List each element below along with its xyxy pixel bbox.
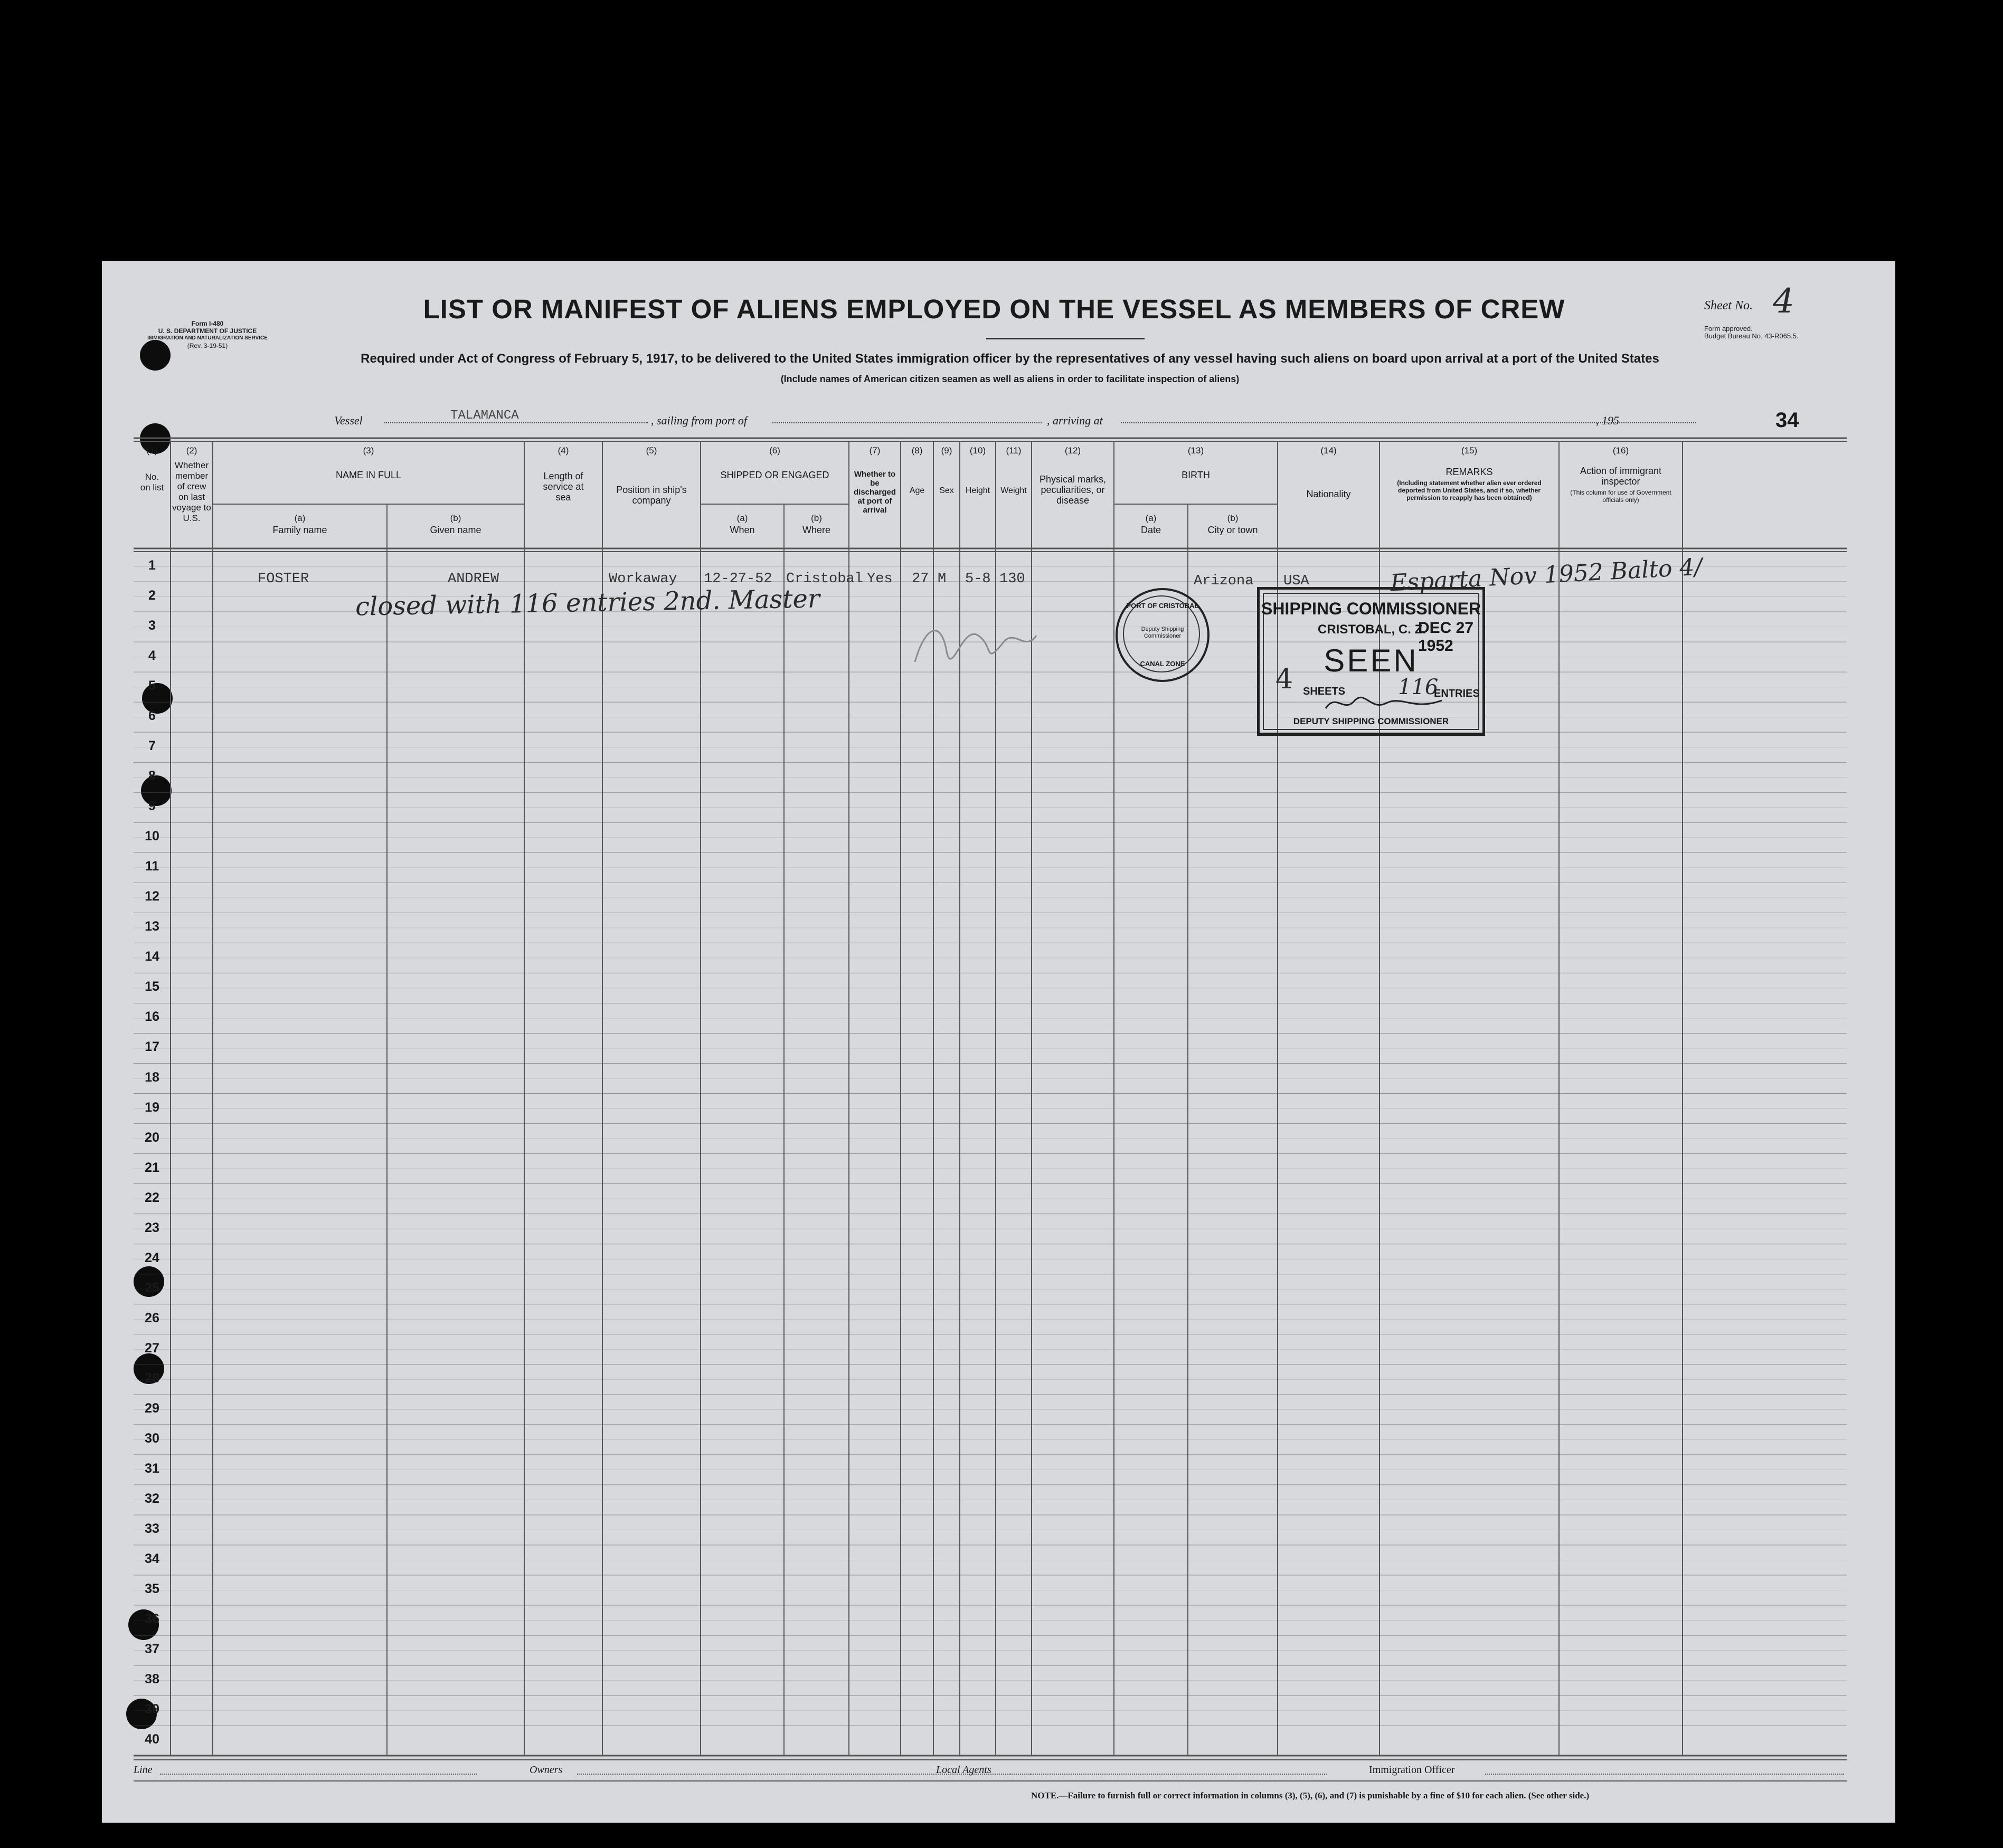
col6a-label: When: [730, 525, 755, 535]
footer-agents-label: Local Agents: [936, 1764, 991, 1776]
row-number: 12: [145, 889, 159, 904]
page-number: 34: [1775, 409, 1799, 432]
row-number: 7: [148, 738, 156, 754]
row-number: 40: [145, 1732, 159, 1747]
row-number: 17: [145, 1039, 159, 1055]
family-name-cell: FOSTER: [258, 571, 309, 587]
stamp-sheets-value: 4: [1276, 664, 1293, 695]
budget-bureau: Budget Bureau No. 43-R065.5.: [1704, 332, 1799, 340]
row-number: 9: [148, 799, 156, 814]
col14-label: Nationality: [1306, 489, 1351, 499]
col6a-num: (a): [736, 513, 748, 523]
stamp-entries-value: 116: [1398, 675, 1439, 699]
row-number: 39: [145, 1702, 159, 1717]
footer-officer-dots: [1485, 1774, 1844, 1775]
row-number: 13: [145, 919, 159, 934]
row-number: 3: [148, 618, 156, 633]
shipping-commissioner-stamp: [1257, 587, 1485, 736]
stamp-seen: SEEN: [1324, 643, 1419, 678]
col4-num: (4): [558, 446, 569, 456]
row-number: 22: [145, 1190, 159, 1205]
col4-label: Length of service at sea: [543, 471, 584, 503]
col8-label: Age: [909, 486, 925, 495]
col3a-label: Family name: [272, 525, 327, 535]
department: U. S. DEPARTMENT OF JUSTICE: [158, 327, 257, 335]
col3-num: (3): [363, 446, 374, 456]
row-number: 27: [145, 1340, 159, 1356]
col6b-label: Where: [802, 525, 830, 535]
row-number: 32: [145, 1491, 159, 1506]
row-number: 19: [145, 1100, 159, 1115]
col6-num: (6): [769, 446, 780, 456]
form-approved: Form approved.: [1704, 325, 1753, 333]
stamp-title: SHIPPING COMMISSIONER: [1261, 599, 1481, 618]
page-title: LIST OR MANIFEST OF ALIENS EMPLOYED ON THE VESSEL AS MEMBERS OF CREW: [423, 294, 1565, 324]
row-number: 37: [145, 1642, 159, 1657]
row-number: 20: [145, 1130, 159, 1145]
col13-num: (13): [1187, 446, 1204, 456]
round-stamp-top: PORT OF CRISTOBAL: [1126, 602, 1199, 610]
revision: (Rev. 3-19-51): [187, 342, 228, 349]
row-number: 2: [148, 588, 156, 603]
year-label: , 195: [1596, 414, 1619, 427]
col2-num: (2): [186, 446, 197, 456]
round-stamp-center: Deputy Shipping Commissioner: [1141, 626, 1184, 639]
sex-cell: M: [938, 571, 947, 587]
col2-label: Whether member of crew on last voyage to U.S.: [172, 460, 211, 523]
service: IMMIGRATION AND NATURALIZATION SERVICE: [147, 335, 268, 341]
nationality-cell: USA: [1283, 573, 1309, 589]
given-name-cell: ANDREW: [448, 571, 499, 587]
col13b-num: (b): [1227, 513, 1239, 523]
manifest-sheet: [102, 261, 1895, 1823]
col3b-label: Given name: [430, 525, 481, 535]
row-number: 6: [148, 708, 156, 724]
col3b-num: (b): [450, 513, 461, 523]
row-number: 5: [148, 678, 156, 694]
row-number: 14: [145, 949, 159, 964]
row-number: 23: [145, 1220, 159, 1235]
stamp-entries-label: ENTRIES: [1434, 688, 1480, 699]
col9-label: Sex: [939, 486, 954, 495]
age-cell: 27: [912, 571, 929, 587]
footer-note: NOTE.—Failure to furnish full or correct information in columns (3), (5), (6), and (7) is punishable by a fine of $10 for each alien. (See other side.): [1031, 1790, 1590, 1800]
stamp-signature: [1323, 690, 1444, 716]
row-number: 38: [145, 1672, 159, 1687]
col13b-label: City or town: [1207, 525, 1258, 535]
row-number: 15: [145, 979, 159, 994]
col6b-num: (b): [811, 513, 822, 523]
row-number: 25: [145, 1280, 159, 1295]
row-number: 26: [145, 1310, 159, 1325]
footer-line-label: Line: [134, 1764, 153, 1776]
col12-num: (12): [1064, 446, 1081, 456]
col3-label: NAME IN FULL: [335, 470, 402, 480]
row-number: 21: [145, 1160, 159, 1175]
row-number: 29: [145, 1400, 159, 1416]
row-number: 33: [145, 1521, 159, 1536]
col3a-num: (a): [294, 513, 306, 523]
row-number: 31: [145, 1461, 159, 1476]
col13a-label: Date: [1140, 525, 1161, 535]
col16-label: Action of immigrant inspector: [1580, 466, 1662, 487]
row-number: 35: [145, 1581, 159, 1597]
vessel-name: TALAMANCA: [450, 409, 519, 423]
subtitle: Required under Act of Congress of February 5, 1917, to be delivered to the United States immigration officer by the representatives of any vessel having such aliens on board upon arrival at a port of the United States: [361, 352, 1659, 366]
col8-num: (8): [911, 446, 923, 456]
shipped-where-cell: Cristobal: [786, 571, 863, 587]
row-number: 11: [145, 859, 159, 874]
height-cell: 5-8: [965, 571, 991, 587]
weight-cell: 130: [999, 571, 1025, 587]
col10-num: (10): [969, 446, 986, 456]
col13-label: BIRTH: [1182, 470, 1210, 480]
col1-label: No. on list: [140, 472, 164, 492]
row-number: 10: [145, 829, 159, 844]
stamp-date: DEC 27 1952: [1418, 619, 1474, 655]
round-stamp: [1116, 588, 1210, 682]
col15-label: REMARKS: [1445, 467, 1493, 477]
signature-scribble: [904, 604, 1042, 683]
row-number: 16: [145, 1009, 159, 1025]
footer-officer-label: Immigration Officer: [1369, 1764, 1455, 1776]
col14-num: (14): [1320, 446, 1337, 456]
col6-label: SHIPPED OR ENGAGED: [720, 470, 829, 480]
col5-label: Position in ship's company: [616, 485, 687, 506]
col12-label: Physical marks, peculiarities, or disease: [1039, 474, 1107, 506]
stamp-sheets-label: SHEETS: [1303, 686, 1346, 697]
row-number: 18: [145, 1069, 159, 1085]
arriving-label: , arriving at: [1047, 414, 1103, 427]
discharged-cell: Yes: [867, 571, 893, 587]
subtitle-note: (Include names of American citizen seamen as well as aliens in order to facilitate inspection of aliens): [780, 374, 1240, 384]
col7-num: (7): [869, 446, 881, 456]
row-number: 8: [148, 769, 156, 784]
vessel-label: Vessel: [334, 414, 363, 427]
round-stamp-bottom: CANAL ZONE: [1140, 660, 1185, 668]
col5-num: (5): [646, 446, 657, 456]
col11-num: (11): [1006, 446, 1022, 456]
col9-num: (9): [941, 446, 952, 456]
shipped-when-cell: 12-27-52: [704, 571, 772, 587]
row-number: 24: [145, 1250, 159, 1265]
col16-num: (16): [1612, 446, 1629, 456]
row-number: 30: [145, 1430, 159, 1446]
footer-owners-label: Owners: [530, 1764, 563, 1776]
sheet-number: 4: [1773, 282, 1794, 321]
remarks-cell: Esparta Nov 1952 Balto 4/: [1390, 553, 1703, 597]
footer-agents-dots: [1010, 1774, 1327, 1775]
birth-place-cell: Arizona: [1194, 573, 1254, 589]
col1-num: (1): [146, 446, 158, 456]
col15-note: (Including statement whether alien ever ordered deported from United States, and if so, whether permission to reapply has been obtained): [1397, 479, 1542, 501]
handwritten-closing-note: closed with 116 entries 2nd. Master: [355, 584, 820, 622]
row-number: 4: [148, 648, 156, 664]
stamp-footer: DEPUTY SHIPPING COMMISSIONER: [1293, 716, 1449, 726]
sheet-label: Sheet No.: [1704, 299, 1753, 312]
col13a-num: (a): [1145, 513, 1157, 523]
row-number: 36: [145, 1612, 159, 1627]
col16-note: (This column for use of Government officials only): [1570, 489, 1671, 504]
position-cell: Workaway: [609, 571, 677, 587]
col11-label: Weight: [1000, 486, 1027, 495]
form-number: Form I-480: [191, 320, 224, 327]
col10-label: Height: [965, 486, 990, 495]
sailing-label: , sailing from port of: [651, 414, 747, 427]
row-number: 1: [148, 558, 156, 573]
col7-label: Whether to be discharged at port of arrival: [853, 470, 896, 515]
col15-num: (15): [1461, 446, 1478, 456]
footer-line-dots: [160, 1774, 477, 1775]
row-number: 34: [145, 1551, 159, 1566]
stamp-location: CRISTOBAL, C. Z.: [1318, 622, 1426, 637]
row-number: 28: [145, 1370, 159, 1386]
